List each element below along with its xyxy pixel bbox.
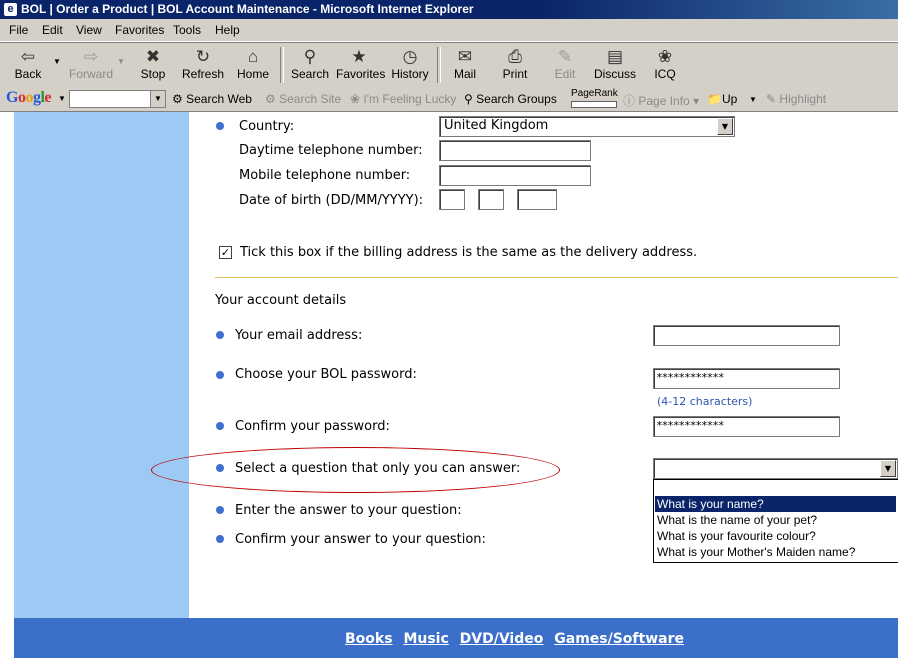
binoculars-icon: ⚙ <box>172 92 183 106</box>
billing-same-checkbox[interactable]: ✓ <box>220 246 231 259</box>
back-button[interactable] <box>8 47 48 85</box>
icq-flower-icon: ❀ <box>657 47 673 66</box>
search-web-button[interactable]: ⚙ Search Web <box>172 92 252 106</box>
daytime-phone-label: Daytime telephone number: <box>239 143 423 158</box>
back-arrow-icon: ⇦ <box>20 47 36 66</box>
refresh-icon: ↻ <box>195 47 211 66</box>
print-label: Print <box>502 67 528 81</box>
dob-day-field[interactable] <box>439 189 465 210</box>
highlight-button[interactable]: ✎ Highlight <box>766 92 827 106</box>
email-label: Your email address: <box>235 328 363 343</box>
security-question-label: Select a question that only you can answer: <box>235 461 521 476</box>
highlighter-icon: ✎ <box>766 92 777 106</box>
country-select[interactable] <box>439 116 735 137</box>
dob-month-field[interactable] <box>478 189 504 210</box>
dob-year-field[interactable] <box>517 189 557 210</box>
google-search-history-dropdown[interactable]: ▼ <box>150 91 165 107</box>
menu-file[interactable]: File <box>9 23 29 37</box>
google-toolbar <box>0 87 898 112</box>
edit-icon: ✎ <box>557 47 573 66</box>
menu-edit[interactable]: Edit <box>42 23 63 37</box>
google-search-input[interactable] <box>69 90 166 108</box>
forward-label: Forward <box>68 67 113 81</box>
answer-label: Enter the answer to your question: <box>235 503 462 518</box>
search-groups-button[interactable]: ⚲ Search Groups <box>464 92 557 106</box>
question-option[interactable]: What is your Mother's Maiden name? <box>657 545 856 559</box>
footer-link-dvd-video[interactable]: DVD/Video <box>459 631 544 647</box>
chevron-down-icon[interactable]: ▼ <box>717 118 733 135</box>
window-title: BOL | Order a Product | BOL Account Maintenance - Microsoft Internet Explorer <box>21 2 474 16</box>
back-dropdown[interactable]: ▼ <box>53 57 61 66</box>
required-bullet-icon <box>216 122 224 130</box>
security-question-select[interactable] <box>653 458 898 479</box>
groups-icon: ⚲ <box>464 92 473 106</box>
pagerank-bar <box>571 101 617 108</box>
pagerank-indicator[interactable]: PageRank <box>571 88 618 108</box>
edit-label: Edit <box>554 67 576 81</box>
required-bullet-icon <box>216 422 224 430</box>
search-site-button[interactable]: ⚙ Search Site <box>265 92 342 106</box>
forward-button[interactable] <box>68 47 114 85</box>
favorites-button[interactable] <box>336 47 386 85</box>
confirm-password-field[interactable]: ************ <box>653 416 840 437</box>
page-left-margin <box>0 112 14 666</box>
lucky-icon: ❀ <box>350 92 361 106</box>
history-button[interactable] <box>390 47 430 85</box>
mail-icon: ✉ <box>457 47 473 66</box>
menu-bar <box>0 20 898 42</box>
required-bullet-icon <box>216 464 224 472</box>
footer-link-music[interactable]: Music <box>403 631 449 647</box>
stop-icon: ✖ <box>145 47 161 66</box>
stop-label: Stop <box>140 67 166 81</box>
mobile-phone-field[interactable] <box>439 165 591 186</box>
menu-tools[interactable]: Tools <box>173 23 202 37</box>
toolbar-separator <box>437 47 441 83</box>
stop-button[interactable] <box>136 47 170 85</box>
search-icon: ⚲ <box>303 47 317 66</box>
page-info-button[interactable]: ⓘ Page Info ▾ <box>623 94 700 108</box>
menu-favorites[interactable]: Favorites <box>115 23 165 37</box>
history-label: History <box>391 67 429 81</box>
refresh-button[interactable] <box>181 47 225 85</box>
printer-icon: ⎙ <box>508 47 522 66</box>
forward-arrow-icon: ⇨ <box>83 47 99 66</box>
search-button[interactable] <box>289 47 331 85</box>
question-option[interactable]: What is your favourite colour? <box>657 529 816 543</box>
dob-label: Date of birth (DD/MM/YYYY): <box>239 193 424 208</box>
toolbar-separator <box>280 47 284 83</box>
forward-dropdown[interactable]: ▼ <box>117 57 125 66</box>
ie-icon: e <box>4 3 17 16</box>
country-label: Country: <box>239 119 295 134</box>
home-label: Home <box>236 67 269 81</box>
mail-label: Mail <box>453 67 476 81</box>
edit-button[interactable] <box>548 47 582 85</box>
refresh-label: Refresh <box>181 67 225 81</box>
password-field[interactable]: ************ <box>653 368 840 389</box>
section-divider <box>215 277 898 278</box>
menu-help[interactable]: Help <box>215 23 240 37</box>
print-button[interactable] <box>497 47 533 85</box>
google-logo[interactable]: Google <box>6 89 52 106</box>
footer-link-games-software[interactable]: Games/Software <box>554 631 684 647</box>
required-bullet-icon <box>216 331 224 339</box>
folder-up-icon: 📁 <box>707 92 722 106</box>
country-value: United Kingdom <box>444 118 549 133</box>
search-site-icon: ⚙ <box>265 92 276 106</box>
email-field[interactable] <box>653 325 840 346</box>
icq-button[interactable] <box>648 47 682 85</box>
up-button[interactable]: 📁Up <box>707 92 738 106</box>
info-icon: ⓘ <box>623 94 636 108</box>
footer-link-books[interactable]: Books <box>345 631 393 647</box>
mail-button[interactable] <box>447 47 483 85</box>
home-icon: ⌂ <box>247 47 259 66</box>
confirm-answer-label: Confirm your answer to your question: <box>235 532 486 547</box>
icq-label: ICQ <box>654 67 676 81</box>
up-dropdown[interactable]: ▼ <box>749 95 757 104</box>
discuss-button[interactable] <box>594 47 636 85</box>
search-label: Search <box>290 67 330 81</box>
title-bar <box>0 0 898 19</box>
favorites-folder-icon: ★ <box>351 47 367 66</box>
back-label: Back <box>14 67 42 81</box>
required-bullet-icon <box>216 506 224 514</box>
history-icon: ◷ <box>402 47 418 66</box>
mobile-phone-label: Mobile telephone number: <box>239 168 411 183</box>
account-details-heading: Your account details <box>215 293 347 308</box>
confirm-password-label: Confirm your password: <box>235 419 390 434</box>
google-menu-dropdown[interactable]: ▼ <box>58 94 66 103</box>
security-question-dropdown <box>653 479 898 563</box>
billing-same-label: Tick this box if the billing address is the same as the delivery address. <box>240 245 698 260</box>
favorites-label: Favorites <box>336 67 386 81</box>
question-option[interactable]: What is the name of your pet? <box>657 513 818 527</box>
discuss-label: Discuss <box>594 67 637 81</box>
discuss-icon: ▤ <box>606 47 624 66</box>
required-bullet-icon <box>216 371 224 379</box>
feeling-lucky-button[interactable]: ❀ I'm Feeling Lucky <box>350 92 457 106</box>
required-bullet-icon <box>216 535 224 543</box>
password-hint: (4-12 characters) <box>657 395 753 408</box>
daytime-phone-field[interactable] <box>439 140 591 161</box>
left-sidebar <box>14 112 189 618</box>
standard-toolbar <box>0 42 898 88</box>
menu-view[interactable]: View <box>76 23 102 37</box>
question-option[interactable]: What is your name? <box>655 496 896 512</box>
home-button[interactable] <box>235 47 271 85</box>
password-label: Choose your BOL password: <box>235 367 417 382</box>
footer-nav <box>14 618 898 658</box>
chevron-down-icon[interactable]: ▼ <box>880 460 896 477</box>
